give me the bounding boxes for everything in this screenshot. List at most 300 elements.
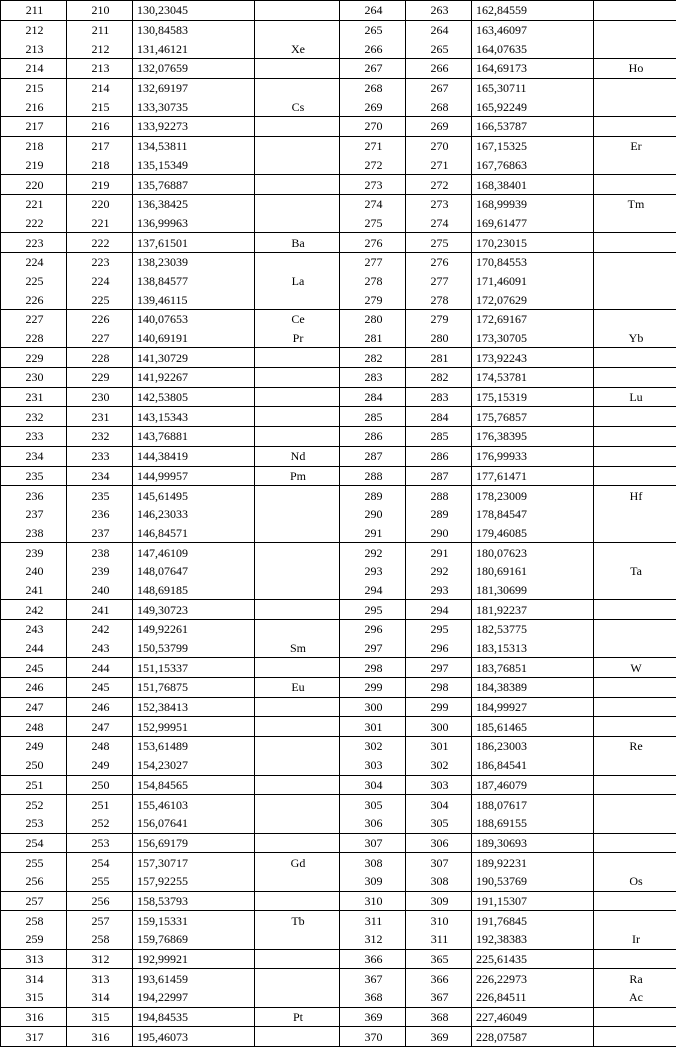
index-cell: 275 <box>406 233 472 253</box>
index-cell: 244 <box>67 658 133 678</box>
value-cell: 140,69191 <box>133 329 255 348</box>
symbol-cell: Lu <box>594 387 676 407</box>
table-row <box>1 1 676 21</box>
index-cell: 285 <box>406 427 472 447</box>
table-row <box>1 543 676 562</box>
value-cell: 162,84559 <box>472 1 594 21</box>
number-cell: 306 <box>340 814 406 833</box>
index-cell: 295 <box>406 620 472 639</box>
number-cell: 264 <box>340 1 406 21</box>
symbol-cell <box>594 310 676 329</box>
index-cell: 235 <box>67 486 133 505</box>
index-cell: 287 <box>406 466 472 486</box>
symbol-cell <box>594 1007 676 1027</box>
value-cell: 181,30699 <box>472 581 594 600</box>
number-cell: 236 <box>1 486 67 505</box>
index-cell: 368 <box>406 1007 472 1027</box>
number-cell: 368 <box>340 988 406 1007</box>
value-cell: 183,15313 <box>472 639 594 658</box>
value-cell: 178,23009 <box>472 486 594 505</box>
index-cell: 294 <box>406 600 472 620</box>
table-row <box>1 290 676 309</box>
value-cell: 159,15331 <box>133 911 255 930</box>
symbol-cell <box>255 194 340 213</box>
symbol-cell <box>594 833 676 853</box>
table-row <box>1 969 676 988</box>
value-cell: 187,46079 <box>472 775 594 795</box>
value-cell: 168,99939 <box>472 194 594 213</box>
value-cell: 141,30729 <box>133 348 255 368</box>
number-cell: 273 <box>340 175 406 195</box>
table-row <box>1 891 676 911</box>
number-cell: 244 <box>1 639 67 658</box>
number-cell: 292 <box>340 543 406 562</box>
number-cell: 369 <box>340 1007 406 1027</box>
table-row <box>1 775 676 795</box>
value-cell: 175,76857 <box>472 407 594 427</box>
index-cell: 250 <box>67 775 133 795</box>
value-cell: 148,07647 <box>133 562 255 581</box>
symbol-cell: Eu <box>255 678 340 698</box>
symbol-cell <box>255 737 340 756</box>
symbol-cell <box>255 156 340 175</box>
symbol-cell <box>255 407 340 427</box>
index-cell: 315 <box>67 1007 133 1027</box>
value-cell: 164,07635 <box>472 39 594 58</box>
number-cell: 305 <box>340 795 406 814</box>
index-cell: 225 <box>67 290 133 309</box>
number-cell: 246 <box>1 678 67 698</box>
value-cell: 159,76869 <box>133 930 255 949</box>
table-row <box>1 252 676 271</box>
value-cell: 185,61465 <box>472 717 594 737</box>
value-cell: 164,69173 <box>472 59 594 79</box>
index-cell: 283 <box>406 387 472 407</box>
number-cell: 256 <box>1 872 67 891</box>
table-row <box>1 639 676 658</box>
symbol-cell: Ce <box>255 310 340 329</box>
value-cell: 155,46103 <box>133 795 255 814</box>
table-row <box>1 600 676 620</box>
index-cell: 238 <box>67 543 133 562</box>
symbol-cell <box>255 290 340 309</box>
index-cell: 290 <box>406 524 472 543</box>
value-cell: 226,22973 <box>472 969 594 988</box>
table-row <box>1 562 676 581</box>
index-cell: 243 <box>67 639 133 658</box>
symbol-cell <box>255 387 340 407</box>
value-cell: 169,61477 <box>472 214 594 233</box>
value-cell: 172,69167 <box>472 310 594 329</box>
value-cell: 225,61435 <box>472 949 594 969</box>
index-cell: 306 <box>406 833 472 853</box>
index-cell: 270 <box>406 136 472 155</box>
number-cell: 313 <box>1 949 67 969</box>
value-cell: 168,38401 <box>472 175 594 195</box>
symbol-cell <box>255 20 340 39</box>
table-row <box>1 756 676 775</box>
index-cell: 222 <box>67 233 133 253</box>
table-row <box>1 466 676 486</box>
number-cell: 274 <box>340 194 406 213</box>
table-row <box>1 737 676 756</box>
value-cell: 184,99927 <box>472 697 594 717</box>
value-cell: 181,92237 <box>472 600 594 620</box>
table-row <box>1 1007 676 1027</box>
table-row <box>1 156 676 175</box>
index-cell: 292 <box>406 562 472 581</box>
index-cell: 242 <box>67 620 133 639</box>
symbol-cell: Ba <box>255 233 340 253</box>
value-cell: 192,99921 <box>133 949 255 969</box>
number-cell: 258 <box>1 911 67 930</box>
number-cell: 219 <box>1 156 67 175</box>
value-cell: 131,46121 <box>133 39 255 58</box>
value-cell: 227,46049 <box>472 1007 594 1027</box>
symbol-cell <box>255 214 340 233</box>
number-cell: 234 <box>1 446 67 466</box>
value-cell: 142,53805 <box>133 387 255 407</box>
index-cell: 220 <box>67 194 133 213</box>
value-cell: 186,23003 <box>472 737 594 756</box>
index-cell: 280 <box>406 329 472 348</box>
table-row <box>1 194 676 213</box>
number-cell: 266 <box>340 39 406 58</box>
value-cell: 152,38413 <box>133 697 255 717</box>
number-cell: 213 <box>1 39 67 58</box>
table-row <box>1 988 676 1007</box>
value-cell: 141,92267 <box>133 368 255 388</box>
number-cell: 220 <box>1 175 67 195</box>
number-cell: 249 <box>1 737 67 756</box>
symbol-cell <box>594 911 676 930</box>
value-cell: 226,84511 <box>472 988 594 1007</box>
symbol-cell <box>594 639 676 658</box>
symbol-cell <box>594 1027 676 1047</box>
value-cell: 158,53793 <box>133 891 255 911</box>
table-row <box>1 310 676 329</box>
value-cell: 135,76887 <box>133 175 255 195</box>
value-cell: 130,84583 <box>133 20 255 39</box>
number-cell: 299 <box>340 678 406 698</box>
index-cell: 307 <box>406 853 472 872</box>
value-cell: 137,61501 <box>133 233 255 253</box>
symbol-cell: Xe <box>255 39 340 58</box>
number-cell: 259 <box>1 930 67 949</box>
table-row <box>1 872 676 891</box>
number-cell: 235 <box>1 466 67 486</box>
symbol-cell: Nd <box>255 446 340 466</box>
number-cell: 366 <box>340 949 406 969</box>
index-cell: 256 <box>67 891 133 911</box>
symbol-cell: Yb <box>594 329 676 348</box>
value-cell: 157,30717 <box>133 853 255 872</box>
index-cell: 269 <box>406 117 472 137</box>
value-cell: 167,76863 <box>472 156 594 175</box>
number-cell: 269 <box>340 97 406 116</box>
value-cell: 146,23033 <box>133 505 255 524</box>
value-cell: 184,38389 <box>472 678 594 698</box>
symbol-cell <box>255 348 340 368</box>
index-cell: 296 <box>406 639 472 658</box>
number-cell: 291 <box>340 524 406 543</box>
number-cell: 226 <box>1 290 67 309</box>
number-cell: 221 <box>1 194 67 213</box>
symbol-cell <box>594 78 676 97</box>
value-cell: 180,69161 <box>472 562 594 581</box>
index-cell: 241 <box>67 600 133 620</box>
symbol-cell <box>594 290 676 309</box>
value-cell: 138,84577 <box>133 272 255 291</box>
index-cell: 284 <box>406 407 472 427</box>
value-cell: 152,99951 <box>133 717 255 737</box>
index-cell: 271 <box>406 156 472 175</box>
index-cell: 279 <box>406 310 472 329</box>
table-row <box>1 717 676 737</box>
symbol-cell <box>594 795 676 814</box>
value-cell: 134,53811 <box>133 136 255 155</box>
value-cell: 149,92261 <box>133 620 255 639</box>
index-cell: 314 <box>67 988 133 1007</box>
index-cell: 214 <box>67 78 133 97</box>
index-cell: 216 <box>67 117 133 137</box>
index-cell: 229 <box>67 368 133 388</box>
index-cell: 289 <box>406 505 472 524</box>
number-cell: 303 <box>340 756 406 775</box>
table-row <box>1 486 676 505</box>
number-cell: 285 <box>340 407 406 427</box>
value-cell: 149,30723 <box>133 600 255 620</box>
value-cell: 175,15319 <box>472 387 594 407</box>
index-cell: 233 <box>67 446 133 466</box>
index-cell: 316 <box>67 1027 133 1047</box>
symbol-cell <box>594 600 676 620</box>
index-cell: 251 <box>67 795 133 814</box>
value-cell: 130,23045 <box>133 1 255 21</box>
value-cell: 165,92249 <box>472 97 594 116</box>
number-cell: 215 <box>1 78 67 97</box>
number-cell: 218 <box>1 136 67 155</box>
symbol-cell <box>594 581 676 600</box>
table-row <box>1 387 676 407</box>
value-cell: 165,30711 <box>472 78 594 97</box>
value-cell: 178,84547 <box>472 505 594 524</box>
value-cell: 151,76875 <box>133 678 255 698</box>
symbol-cell <box>594 117 676 137</box>
index-cell: 247 <box>67 717 133 737</box>
value-cell: 180,07623 <box>472 543 594 562</box>
value-cell: 194,22997 <box>133 988 255 1007</box>
number-cell: 280 <box>340 310 406 329</box>
table-row <box>1 272 676 291</box>
index-cell: 304 <box>406 795 472 814</box>
index-cell: 248 <box>67 737 133 756</box>
value-cell: 144,99957 <box>133 466 255 486</box>
value-cell: 133,92273 <box>133 117 255 137</box>
number-cell: 312 <box>340 930 406 949</box>
value-cell: 144,38419 <box>133 446 255 466</box>
index-cell: 239 <box>67 562 133 581</box>
number-cell: 304 <box>340 775 406 795</box>
number-cell: 288 <box>340 466 406 486</box>
index-cell: 369 <box>406 1027 472 1047</box>
symbol-cell: Er <box>594 136 676 155</box>
symbol-cell <box>594 175 676 195</box>
number-cell: 265 <box>340 20 406 39</box>
symbol-cell <box>594 756 676 775</box>
index-cell: 277 <box>406 272 472 291</box>
value-cell: 167,15325 <box>472 136 594 155</box>
number-cell: 211 <box>1 1 67 21</box>
symbol-cell: Sm <box>255 639 340 658</box>
symbol-cell: Gd <box>255 853 340 872</box>
symbol-cell <box>255 988 340 1007</box>
symbol-cell <box>594 1 676 21</box>
value-cell: 189,30693 <box>472 833 594 853</box>
value-cell: 195,46073 <box>133 1027 255 1047</box>
value-cell: 148,69185 <box>133 581 255 600</box>
symbol-cell <box>594 678 676 698</box>
index-cell: 258 <box>67 930 133 949</box>
index-cell: 224 <box>67 272 133 291</box>
symbol-cell: Ac <box>594 988 676 1007</box>
symbol-cell: Cs <box>255 97 340 116</box>
number-cell: 298 <box>340 658 406 678</box>
symbol-cell <box>594 214 676 233</box>
symbol-cell <box>255 1 340 21</box>
value-cell: 194,84535 <box>133 1007 255 1027</box>
value-cell: 189,92231 <box>472 853 594 872</box>
number-cell: 300 <box>340 697 406 717</box>
index-cell: 281 <box>406 348 472 368</box>
symbol-cell <box>255 891 340 911</box>
number-cell: 214 <box>1 59 67 79</box>
number-cell: 370 <box>340 1027 406 1047</box>
number-cell: 275 <box>340 214 406 233</box>
value-cell: 170,84553 <box>472 252 594 271</box>
value-cell: 179,46085 <box>472 524 594 543</box>
value-cell: 151,15337 <box>133 658 255 678</box>
table-row <box>1 911 676 930</box>
number-cell: 227 <box>1 310 67 329</box>
number-cell: 250 <box>1 756 67 775</box>
table-row <box>1 214 676 233</box>
number-cell: 367 <box>340 969 406 988</box>
value-cell: 143,76881 <box>133 427 255 447</box>
symbol-cell <box>255 658 340 678</box>
index-cell: 293 <box>406 581 472 600</box>
symbol-cell <box>255 620 340 639</box>
number-cell: 237 <box>1 505 67 524</box>
index-cell: 312 <box>67 949 133 969</box>
value-cell: 176,38395 <box>472 427 594 447</box>
index-cell: 310 <box>406 911 472 930</box>
symbol-cell <box>594 39 676 58</box>
value-cell: 174,53781 <box>472 368 594 388</box>
table-row <box>1 407 676 427</box>
table-row <box>1 427 676 447</box>
table-row <box>1 505 676 524</box>
number-cell: 290 <box>340 505 406 524</box>
symbol-cell <box>594 252 676 271</box>
number-cell: 302 <box>340 737 406 756</box>
number-cell: 223 <box>1 233 67 253</box>
value-cell: 143,15343 <box>133 407 255 427</box>
value-cell: 156,07641 <box>133 814 255 833</box>
value-cell: 191,76845 <box>472 911 594 930</box>
number-cell: 314 <box>1 969 67 988</box>
number-cell: 224 <box>1 252 67 271</box>
number-cell: 253 <box>1 814 67 833</box>
symbol-cell <box>594 524 676 543</box>
index-cell: 305 <box>406 814 472 833</box>
number-cell: 284 <box>340 387 406 407</box>
symbol-cell <box>255 969 340 988</box>
symbol-cell <box>255 581 340 600</box>
symbol-cell <box>255 486 340 505</box>
index-cell: 298 <box>406 678 472 698</box>
number-cell: 277 <box>340 252 406 271</box>
table-row <box>1 1027 676 1047</box>
symbol-cell <box>255 1027 340 1047</box>
value-cell: 170,23015 <box>472 233 594 253</box>
value-cell: 171,46091 <box>472 272 594 291</box>
number-cell: 272 <box>340 156 406 175</box>
number-cell: 293 <box>340 562 406 581</box>
value-cell: 135,15349 <box>133 156 255 175</box>
value-cell: 133,30735 <box>133 97 255 116</box>
index-cell: 228 <box>67 348 133 368</box>
table-row <box>1 795 676 814</box>
number-cell: 240 <box>1 562 67 581</box>
number-cell: 315 <box>1 988 67 1007</box>
table-row <box>1 833 676 853</box>
symbol-cell <box>594 233 676 253</box>
index-cell: 223 <box>67 252 133 271</box>
number-cell: 238 <box>1 524 67 543</box>
number-cell: 281 <box>340 329 406 348</box>
table-row <box>1 59 676 79</box>
number-cell: 296 <box>340 620 406 639</box>
symbol-cell <box>594 717 676 737</box>
symbol-cell: Os <box>594 872 676 891</box>
number-cell: 317 <box>1 1027 67 1047</box>
number-cell: 276 <box>340 233 406 253</box>
symbol-cell: Ir <box>594 930 676 949</box>
index-cell: 234 <box>67 466 133 486</box>
index-cell: 217 <box>67 136 133 155</box>
value-cell: 147,46109 <box>133 543 255 562</box>
value-cell: 193,61459 <box>133 969 255 988</box>
table-row <box>1 581 676 600</box>
value-cell: 188,07617 <box>472 795 594 814</box>
number-cell: 216 <box>1 97 67 116</box>
number-cell: 230 <box>1 368 67 388</box>
symbol-cell: Pt <box>255 1007 340 1027</box>
number-cell: 257 <box>1 891 67 911</box>
symbol-cell <box>255 427 340 447</box>
index-cell: 301 <box>406 737 472 756</box>
symbol-cell <box>594 891 676 911</box>
symbol-cell: Tm <box>594 194 676 213</box>
number-cell: 316 <box>1 1007 67 1027</box>
symbol-cell <box>255 717 340 737</box>
number-cell: 222 <box>1 214 67 233</box>
index-cell: 267 <box>406 78 472 97</box>
value-cell: 166,53787 <box>472 117 594 137</box>
index-cell: 240 <box>67 581 133 600</box>
index-cell: 303 <box>406 775 472 795</box>
